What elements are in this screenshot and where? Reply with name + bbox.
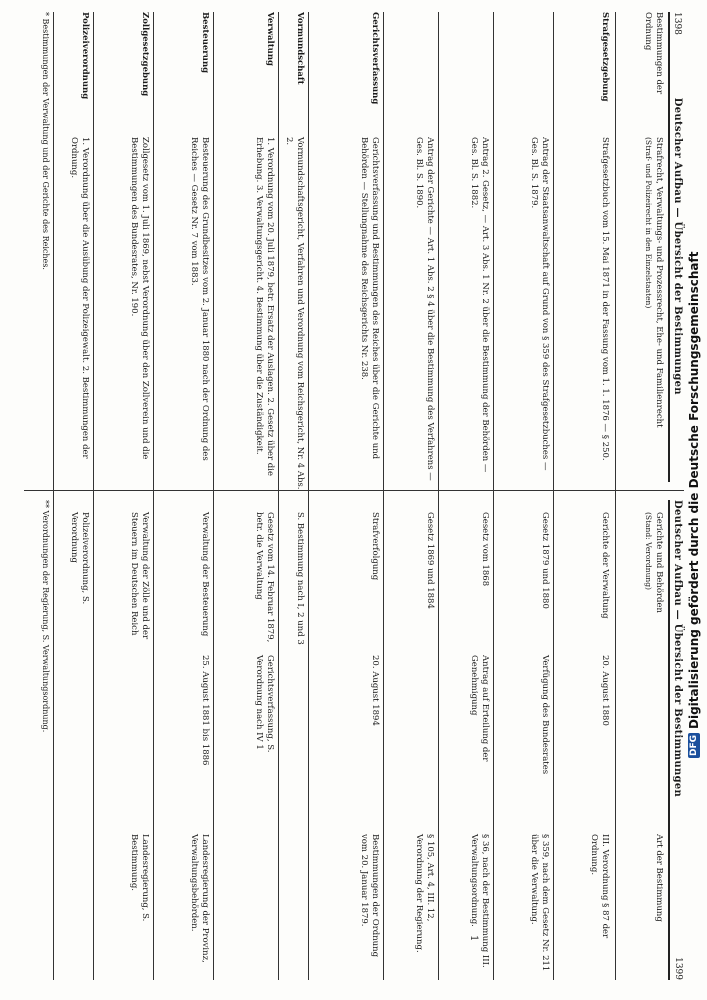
section-right-cell: [252, 512, 275, 982]
section-divider: [553, 12, 554, 980]
section-right-b: 20. August 1880: [600, 655, 610, 726]
section-right-cell: [357, 512, 380, 982]
section-right-b: Verfügung des Bundesrates: [540, 655, 550, 775]
section-row: [552, 12, 610, 980]
section-right-cell: [467, 512, 490, 982]
section-left-text: Antrag der Gerichte — Art. 1 Abs. 2 § 4 über die Bestimmung des Verfahrens — Ges. Bl. S. 1890.: [413, 137, 435, 481]
section-divider: [383, 12, 384, 980]
section-left-text: 1. Verordnung über die Ausübung der Polizeigewalt. 2. Bestimmungen der Ordnung.: [68, 137, 90, 459]
section-right-a: Verwaltung der Zölle und der Steuern im Deutschen Reich: [128, 512, 150, 640]
left-page-header: [669, 12, 685, 482]
section-divider: [53, 12, 54, 980]
section-row: [307, 12, 380, 980]
footnote-left: * Bestimmungen der Verwaltung und der Gerichte des Reiches.: [41, 12, 50, 270]
section-right-c: § 105, Art. 4, III. 12, Verordnung der Regierung.: [413, 834, 435, 953]
section-right-b: Antrag auf Erteilung der Genehmigung: [468, 655, 490, 762]
section-right-a: Gesetz vom 14. Februar 1879, betr. die Verwaltung: [253, 512, 275, 643]
section-divider: [493, 12, 494, 980]
section-label: Strafgesetzgebung: [600, 12, 610, 102]
column-header-row: [618, 12, 664, 980]
section-row: [52, 12, 90, 980]
column-header-4-text: Gerichte und Behörden: [654, 512, 664, 613]
section-left-text: Besteuerung des Grundbesitzes vom 2. Januar 1880 nach der Ordnung des Reiches — Gesetz Nr. 7 vom 1883.: [188, 137, 210, 461]
dfg-watermark: [685, 40, 703, 970]
section-right-cell: [127, 512, 150, 982]
column-header-2: [642, 137, 664, 492]
section-label: Verwaltung: [265, 12, 275, 66]
section-right-c: Bestimmungen der Ordnung vom 20. Januar 1879.: [358, 834, 380, 958]
section-right-c: III. Verordnung § 87 der Ordnung.: [588, 834, 610, 939]
section-right-a: Strafverfolgung: [370, 512, 380, 581]
footnote-right: ** Verordnungen der Regierung, S. Verwaltungsordnung.: [41, 500, 50, 733]
section-label: Gerichtsverfassung: [370, 12, 380, 105]
section-right-b: Gerichtsverfassung, S. Verordnung nach IV 1: [253, 655, 275, 753]
section-right-a: S. Bestimmung nach I, 2 und 3: [295, 512, 305, 645]
section-right-b: 25. August 1881 bis 1886: [200, 655, 210, 766]
section-divider: [308, 12, 309, 980]
page-mark: 1: [468, 935, 479, 942]
section-row: [212, 12, 275, 980]
section-right-a: Polizeiverordnung, S. Verordnung: [68, 512, 90, 605]
section-divider: [93, 12, 94, 980]
section-row: [152, 12, 210, 980]
left-page-number: 1398: [672, 12, 682, 35]
section-right-cell: [527, 512, 550, 982]
section-right-a: Gerichte der Verwaltung: [600, 512, 610, 619]
section-divider: [213, 12, 214, 980]
section-right-a: Gesetz 1869 und 1884: [425, 512, 435, 609]
section-label: Polizeiverordnung: [80, 12, 90, 100]
section-right-c: Landesregierung, S. Bestimmung.: [128, 834, 150, 922]
column-header-1: Bestimmungen der Ordnung: [642, 12, 664, 95]
section-right-a: Verwaltung der Besteuerung: [200, 512, 210, 637]
column-header-4: [641, 512, 664, 647]
section-row: [92, 12, 150, 980]
section-divider: [278, 12, 279, 980]
section-row: [382, 12, 435, 980]
right-page-number: 1399: [673, 957, 683, 980]
section-row: [492, 12, 550, 980]
section-row: [277, 12, 305, 980]
right-page-header: [669, 500, 685, 980]
section-right-cell: [587, 512, 610, 982]
section-divider: [438, 12, 439, 980]
left-page-title: Deutscher Aufbau — Übersicht der Bestimmungen: [672, 97, 683, 395]
column-header-2-text: Strafrecht, Verwaltungs- und Prozessrecht, Ehe- und Familienrecht: [654, 137, 664, 428]
header-divider: [615, 12, 616, 980]
section-right-cell: [187, 512, 210, 982]
right-page-title: Deutscher Aufbau — Übersicht der Bestimmungen: [672, 500, 683, 798]
section-right-cell: [412, 512, 435, 982]
section-right-a: Gesetz 1879 und 1880: [540, 512, 550, 609]
column-header-right: [641, 512, 664, 982]
section-row: [437, 12, 490, 980]
section-left-text: Zollgesetz vom 1. Juli 1869, nebst Verordnung über den Zollverein und die Bestimmungen des Bundesrates, Nr. 190.: [128, 137, 150, 460]
section-left-text: Antrag 2. Gesetz, — Art. 3 Abs. 1 Nr. 2 über die Bestimmung der Behörden — Ges. Bl. S. 1882.: [468, 137, 490, 473]
section-divider: [153, 12, 154, 980]
section-right-cell: [67, 512, 90, 982]
section-left-text: Vormundschaftsgericht, Verfahren und Verordnung vom Reichsgericht, Nr. 4 Abs. 2.: [283, 137, 305, 490]
column-header-5-text: (Stand: Verordnung): [643, 512, 653, 590]
section-left-text: 1. Verordnung vom 20. Juli 1879, betr. Ersatz der Auslagen. 2. Gesetz über die Erhebung. 3. Verwaltungsgericht. 4. Bestimmung über die Zuständigkeit.: [253, 137, 275, 476]
dfg-logo: DFG: [689, 735, 699, 757]
section-right-c: Landesregierung der Provinz, Verwaltungsbehörden.: [188, 834, 210, 963]
section-right-b: 20. August 1894: [370, 655, 380, 726]
section-right-c: § 359, nach dem Gesetz Nr. 211 über die Verwaltung.: [528, 834, 550, 972]
section-label: Zollgesetzgebung: [140, 12, 150, 97]
section-right-a: Gesetz vom 1868: [480, 512, 490, 587]
section-left-text: Strafgesetzbuch vom 15. Mai 1871 in der Fassung vom 1. 1. 1876 — § 250.: [600, 137, 610, 461]
section-label: Besteuerung: [200, 12, 210, 74]
section-right-c: § 36, nach der Bestimmung III. Verwaltungsordnung.: [468, 834, 490, 968]
watermark-text: Digitalisierung gefördert durch die Deutsche Forschungsgemeinschaft: [687, 251, 701, 730]
section-left-text: Antrag der Staatsanwaltschaft auf Grund von § 359 des Strafgesetzbuches — Ges. Bl. S. 1879.: [528, 137, 550, 471]
section-left-text: Gerichtsverfassung und Bestimmungen des Reiches über die Gerichte und Behörden — Stellungnahme des Reichsgerichts Nr. 238.: [358, 137, 380, 460]
column-header-3-text: (Straf- und Polizeirecht in den Einzelstaaten): [643, 137, 653, 309]
section-label: Vormundschaft: [295, 12, 305, 85]
section-right-cell: [294, 512, 305, 982]
column-header-6: Art der Bestimmung: [654, 834, 664, 922]
